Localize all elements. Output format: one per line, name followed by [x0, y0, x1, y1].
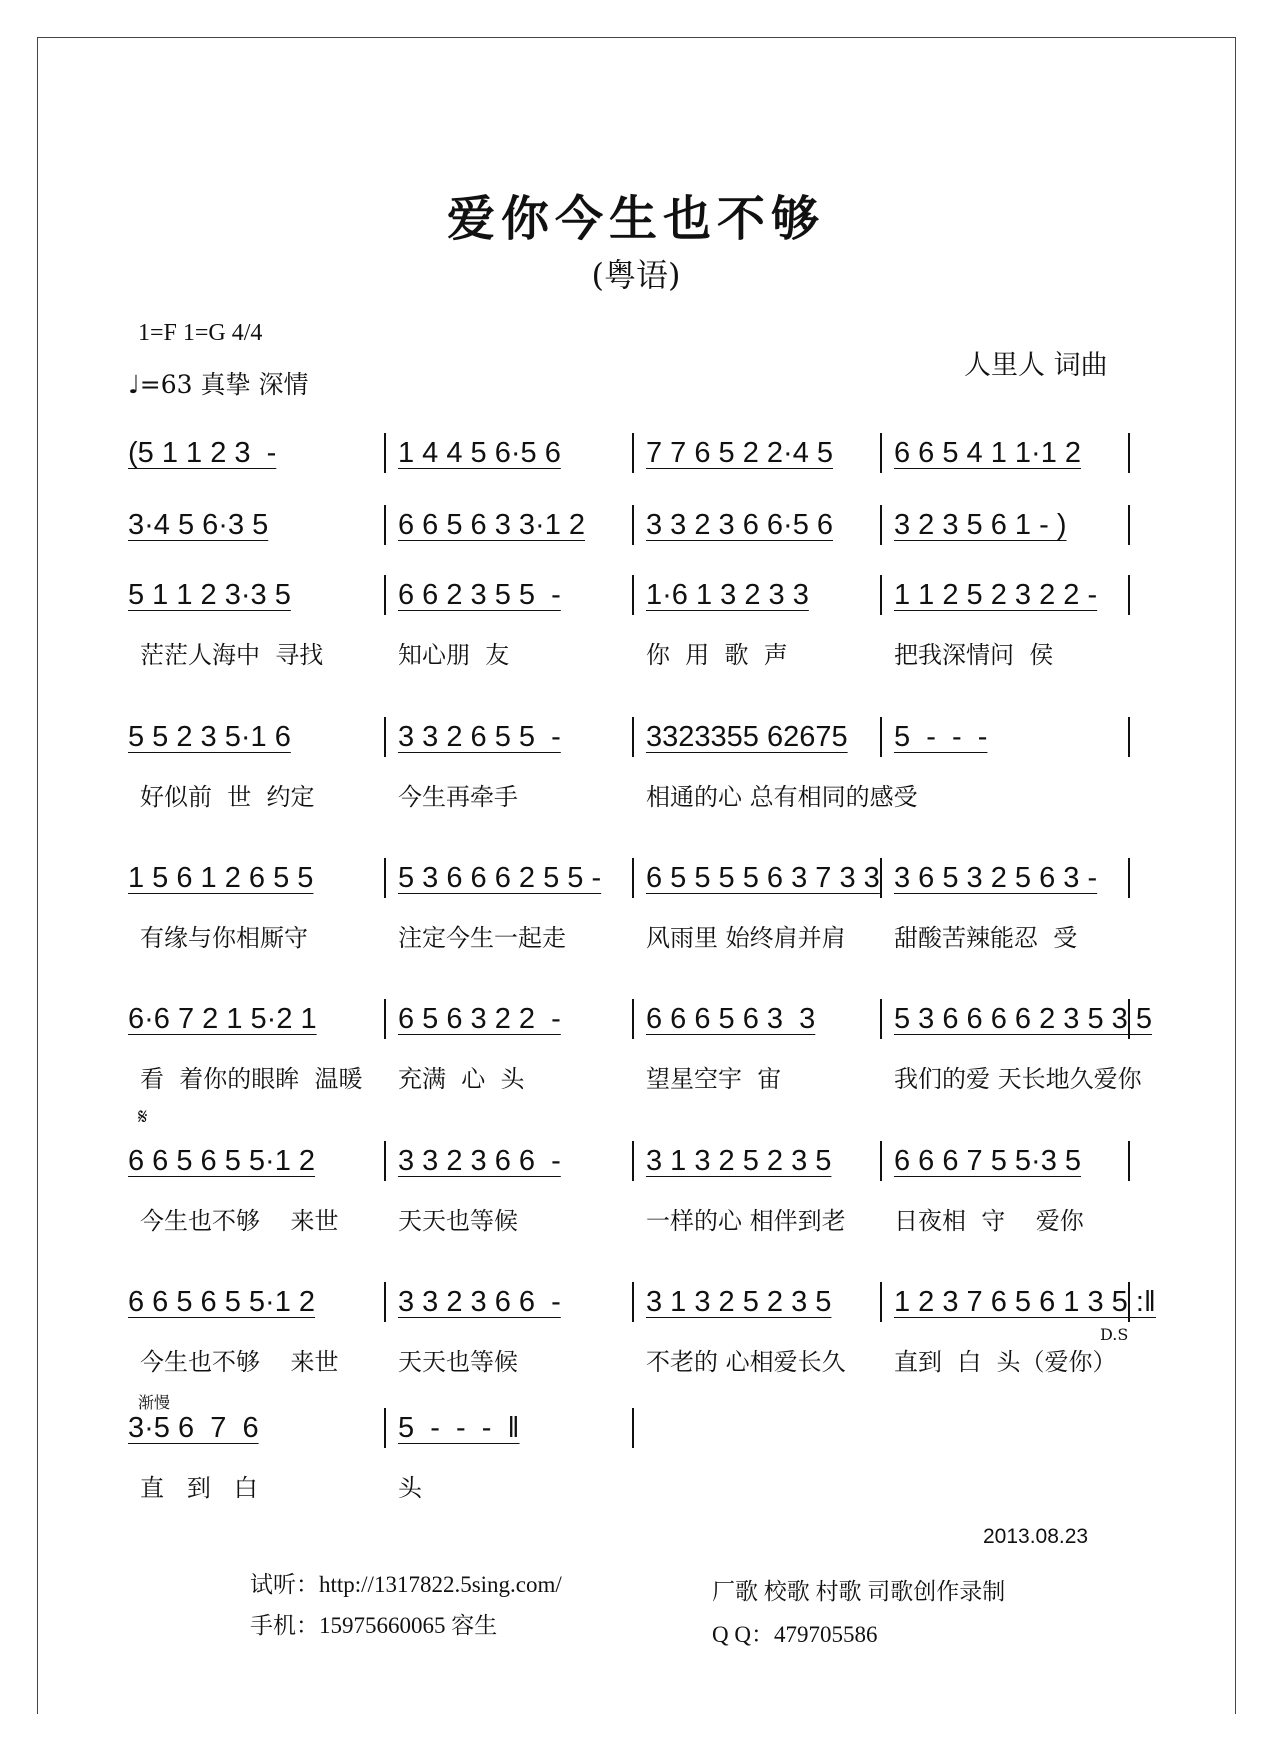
lyric-segment: 好似前 世 约定	[140, 783, 315, 811]
lyrics-row	[140, 1468, 646, 1503]
measure: 6 6 5 6 3 3·1 2	[386, 505, 634, 545]
measure: 1 5 6 1 2 6 5 5	[128, 858, 386, 898]
measure: 3 3 2 6 5 5 -	[386, 717, 634, 757]
measure: 3323355 62675	[634, 717, 882, 757]
lyric-segment: 知心朋 友	[398, 641, 510, 669]
measure: 7 7 6 5 2 2·4 5	[634, 433, 882, 473]
notation-row	[128, 858, 1130, 898]
lyric-segment: 头	[398, 1474, 422, 1502]
lyric-segment: 天天也等候	[398, 1348, 518, 1376]
lyrics-row	[140, 1059, 1142, 1094]
measure: (5 1 1 2 3 -	[128, 433, 386, 473]
lyrics-row	[140, 1201, 1142, 1236]
measure: 6 5 6 3 2 2 -	[386, 999, 634, 1039]
author-credit: 人里人 词曲	[964, 350, 1108, 381]
lyric-segment: 一样的心 相伴到老	[646, 1207, 846, 1235]
measure: 3 6 5 3 2 5 6 3 -	[882, 858, 1130, 898]
notation-row	[128, 1141, 1130, 1181]
lyric-segment: 充满 心 头	[398, 1065, 525, 1093]
tempo-marking: ♩=63 真挚 深情	[128, 370, 309, 399]
lyric-segment: 直到 白 头（爱你）	[894, 1348, 1117, 1376]
lyric-segment: 把我深情问 侯	[894, 641, 1054, 669]
lyric-segment: 茫茫人海中 寻找	[140, 641, 324, 669]
measure: 1 4 4 5 6·5 6	[386, 433, 634, 473]
lyrics-row	[140, 918, 1142, 953]
measure: 6 6 5 4 1 1·1 2	[882, 433, 1130, 473]
lyric-segment: 不老的 心相爱长久	[646, 1348, 846, 1376]
measure: 6 6 5 6 5 5·1 2	[128, 1282, 386, 1322]
lyric-segment: 看 着你的眼眸 温暖	[140, 1065, 363, 1093]
measure: 5 3 6 6 6 2 5 5 -	[386, 858, 634, 898]
date: 2013.08.23	[983, 1525, 1089, 1548]
phone-contact: 手机：15975660065 容生	[250, 1613, 498, 1638]
lyric-segment: 今生也不够 来世	[140, 1207, 339, 1235]
listen-link[interactable]: 试听：http://1317822.5sing.com/	[250, 1572, 562, 1597]
lyrics-row	[140, 777, 1142, 812]
lyrics-row	[140, 635, 1142, 670]
measure: 3 2 3 5 6 1 - )	[882, 505, 1130, 545]
lyric-segment: 我们的爱 天长地久爱你	[894, 1065, 1142, 1093]
lyric-segment: 你 用 歌 声	[646, 641, 788, 669]
lyric-segment: 有缘与你相厮守	[140, 924, 308, 952]
measure: 5 5 2 3 5·1 6	[128, 717, 386, 757]
measure: 1 1 2 5 2 3 2 2 -	[882, 575, 1130, 615]
lyric-segment: 日夜相 守 爱你	[894, 1207, 1084, 1235]
segno-sign: 𝄋	[138, 1105, 148, 1130]
notation-row	[128, 1282, 1156, 1322]
lyric-segment: 相通的心 总有相同的感受	[646, 783, 918, 811]
lyric-segment: 天天也等候	[398, 1207, 518, 1235]
lyric-segment	[894, 777, 1142, 812]
notation-row	[128, 433, 1130, 473]
measure: 6·6 7 2 1 5·2 1	[128, 999, 386, 1039]
measure: 6 6 6 5 6 3 3	[634, 999, 882, 1039]
measure: 5 - - -	[882, 717, 1130, 757]
measure: 5 1 1 2 3·3 5	[128, 575, 386, 615]
lyric-segment: 望星空宇 宙	[646, 1065, 782, 1093]
measure: 1 2 3 7 6 5 6 1 3 5 :‖	[882, 1282, 1130, 1322]
lyric-segment: 甜酸苦辣能忍 受	[894, 924, 1078, 952]
key-signature: 1=F 1=G 4/4	[138, 320, 263, 346]
measure: 6 6 2 3 5 5 -	[386, 575, 634, 615]
measure: 1·6 1 3 2 3 3	[634, 575, 882, 615]
measure: 3 3 2 3 6 6 -	[386, 1141, 634, 1181]
lyric-segment: 注定今生一起走	[398, 924, 566, 952]
measure: 5 - - - ‖	[386, 1408, 634, 1448]
lyric-segment: 今生再牵手	[398, 783, 518, 811]
lyric-segment: 直 到 白	[140, 1474, 258, 1502]
song-subtitle: (粤语)	[591, 256, 681, 294]
measure: 3 3 2 3 6 6 -	[386, 1282, 634, 1322]
measure: 3·5 6 7 6	[128, 1408, 386, 1448]
notation-row	[128, 999, 1152, 1039]
song-title: 爱你今生也不够	[446, 191, 825, 247]
notation-row	[128, 505, 1130, 545]
ds-marking: D.S	[1100, 1325, 1129, 1344]
lyric-segment: 今生也不够 来世	[140, 1348, 339, 1376]
measure: 6 6 6 7 5 5·3 5	[882, 1141, 1130, 1181]
measure: 6 5 5 5 5 6 3 7 3 3	[634, 858, 882, 898]
notation-row	[128, 1408, 634, 1448]
lyric-segment: 风雨里 始终肩并肩	[646, 924, 846, 952]
measure: 3 3 2 3 6 6·5 6	[634, 505, 882, 545]
lyrics-row	[140, 1342, 1142, 1377]
measure: 6 6 5 6 5 5·1 2	[128, 1141, 386, 1181]
measure: 3·4 5 6·3 5	[128, 505, 386, 545]
qq-contact: Q Q：479705586	[712, 1622, 878, 1647]
ritardando-marking: 渐慢	[138, 1393, 171, 1412]
service-text: 厂歌 校歌 村歌 司歌创作录制	[712, 1579, 1006, 1604]
measure: 3 1 3 2 5 2 3 5	[634, 1282, 882, 1322]
measure: 5 3 6 6 6 6 2 3 5 3 5	[882, 999, 1130, 1039]
notation-row	[128, 717, 1130, 757]
measure: 3 1 3 2 5 2 3 5	[634, 1141, 882, 1181]
notation-row	[128, 575, 1130, 615]
